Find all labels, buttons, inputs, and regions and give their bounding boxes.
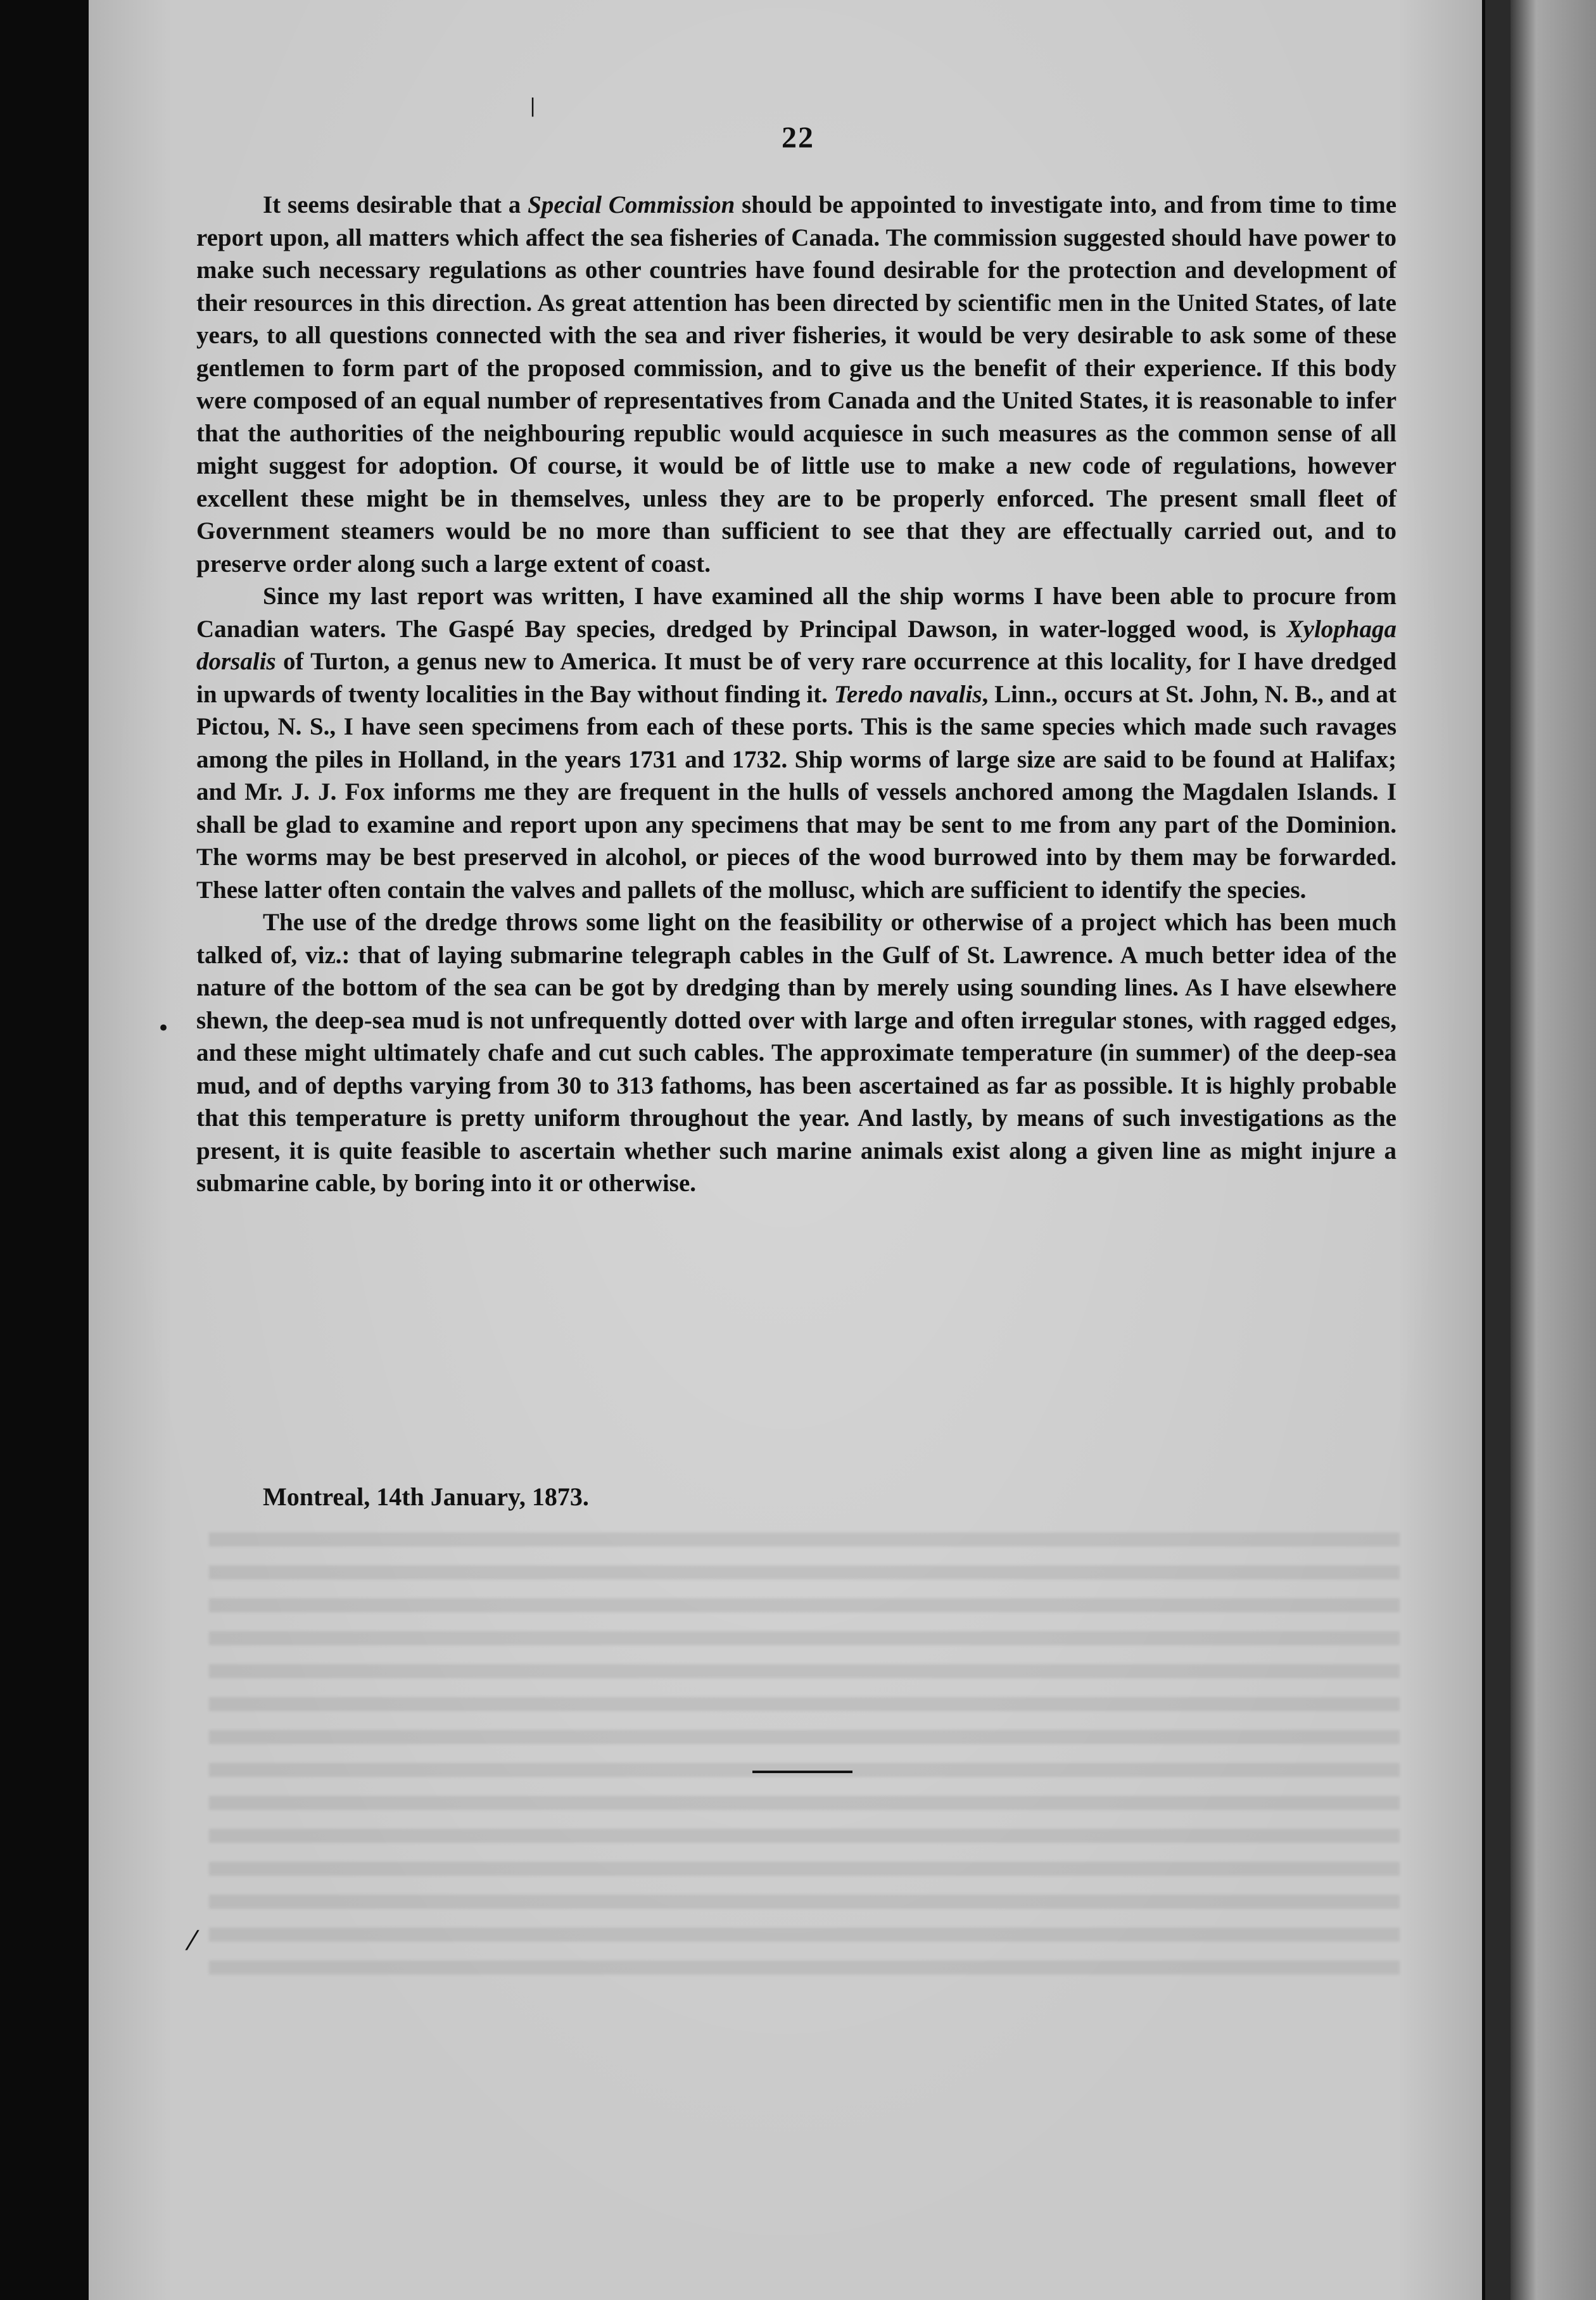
text-run: should be appointed to investigate into, and from time to time report upon, all matters which affect the sea fisheries of Canada. The commission suggested should have power to make such necessary regulations as other countries have found desirable for the protection and development of their resources in this direction. As great attention has been directed by scientific men in the United States, of late years, to all questions connected with the sea and river fisheries, it would be very desirable to ask some of these gentlemen to form part of the proposed commission, and to give us the benefit of their experience. If this body were composed of an equal number of representatives from Canada and the United States, it is reasonable to infer that the authorities of the neighbouring republic would acquiesce in such measures as the common sense of all might suggest for adoption. Of course, it would be of little use to make a new code of regulations, however excellent these might be in themselves, unless they are to be properly enforced. The present small fleet of Government steamers would be no more than sufficient to see that they are effectually carried out, and to preserve order along such a large extent of coast. — [196, 191, 1397, 578]
paragraph — [196, 580, 1396, 906]
italic-term: Teredo navalis — [833, 680, 982, 708]
text-run: It seems desirable that a — [263, 191, 528, 218]
text-run: The use of the dredge throws some light on the feasibility or otherwise of a project which has been much talked of, viz.: that of laying submarine telegraph cables in the Gulf of St. Lawrence. A much better idea of the nature of the bottom of the sea can be got by dredging than by merely using sounding lines. As I have elsewhere shewn, the deep-sea mud is not unfrequently dotted over with large and often irregular stones, with ragged edges, and these might ultimately chafe and cut such cables. The approximate temperature (in summer) of the deep-sea mud, and of depths varying from 30 to 313 fathoms, has been ascertained as far as possible. It is highly probable that this temperature is pretty uniform throughout the year. And lastly, by means of such investigations as the present, it is quite feasible to ascertain whether such marine animals exist along a given line as might injure a submarine cable, by boring into it or otherwise. — [196, 909, 1396, 1197]
show-through-text — [209, 1532, 1400, 1988]
text-run: Since my last report was written, I have examined all the ship worms I have been able to procure from Canadian waters. The Gaspé Bay species, dredged by Principal Dawson, in water-logged wood, is — [196, 583, 1396, 643]
text-run: of Turton, a genus new to America. It must be of very rare occurrence at this locality, for I have dredged in upwards of twenty localities in the Bay without finding it. — [196, 648, 1396, 708]
place-date-signature: Montreal, 14th January, 1873. — [263, 1482, 589, 1511]
next-page-edge — [1510, 0, 1596, 2300]
paragraph — [196, 906, 1396, 1200]
stray-mark: • — [157, 1016, 170, 1041]
paragraph — [196, 189, 1396, 580]
stray-mark: | — [529, 95, 536, 117]
end-rule — [752, 1771, 852, 1773]
text-run: , Linn., occurs at St. John, N. B., and at Pictou, N. S., I have seen specimens from each of these ports. This is the same species which made such ravages among the piles in Holland, in the years 1731 and 1732. Ship worms of large size are said to be found at Halifax; and Mr. J. J. Fox informs me they are frequent in the hulls of vessels anchored among the Magdalen Islands. I shall be glad to examine and report upon any specimens that may be sent to me from any part of the Dominion. The worms may be best preserved in alcohol, or pieces of the wood burrowed into by them may be forwarded. These latter often contain the valves and pallets of the mollusc, which are sufficient to identify the species. — [196, 680, 1396, 904]
italic-term: Special Commission — [528, 191, 735, 218]
document-body — [196, 189, 1396, 1200]
page-number: 22 — [782, 121, 814, 155]
stray-mark: ⁄ — [190, 1925, 195, 1956]
italic-term: Xylophaga dorsalis — [196, 615, 1396, 675]
page-gutter — [1485, 0, 1510, 2300]
